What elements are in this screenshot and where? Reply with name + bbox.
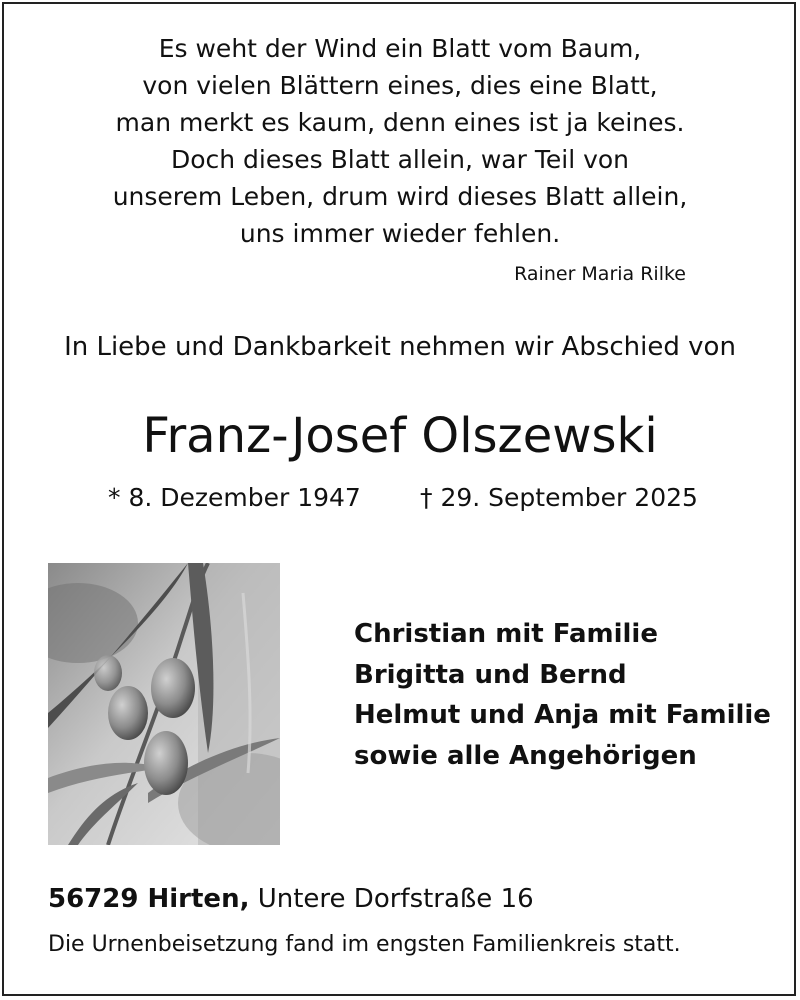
mourner-entry: Helmut und Anja mit Familie — [354, 700, 771, 730]
burial-note: Die Urnenbeisetzung fand im engsten Familienkreis statt. — [48, 932, 681, 957]
intro-text: In Liebe und Dankbarkeit nehmen wir Abschied von — [64, 332, 736, 362]
mourner-entry: sowie alle Angehörigen — [354, 740, 697, 771]
deceased-name: Franz-Josef Olszewski — [142, 408, 658, 464]
mourner-entry: Brigitta und Bernd — [354, 659, 627, 690]
death-date: † 29. September 2025 — [420, 483, 698, 512]
poem-author: Rainer Maria Rilke — [514, 263, 686, 285]
poem-line: Es weht der Wind ein Blatt vom Baum, — [158, 34, 642, 63]
birth-date: * 8. Dezember 1947 — [108, 483, 361, 512]
poem-line: Doch dieses Blatt allein, war Teil von — [170, 145, 630, 174]
poem-line: uns immer wieder fehlen. — [239, 219, 561, 248]
poem — [0, 30, 800, 252]
address — [48, 884, 534, 914]
mourner-entry: Christian mit Familie — [354, 619, 658, 649]
poem-line: unserem Leben, drum wird dieses Blatt allein, — [112, 182, 688, 211]
address-city: 56729 Hirten, — [48, 884, 250, 914]
mourners-list — [354, 614, 771, 776]
address-street: Untere Dorfstraße 16 — [257, 884, 534, 914]
poem-line: von vielen Blättern eines, dies eine Blatt, — [142, 71, 658, 100]
olive-branch-photo — [48, 563, 280, 845]
poem-line: man merkt es kaum, denn eines ist ja keines. — [115, 108, 685, 137]
